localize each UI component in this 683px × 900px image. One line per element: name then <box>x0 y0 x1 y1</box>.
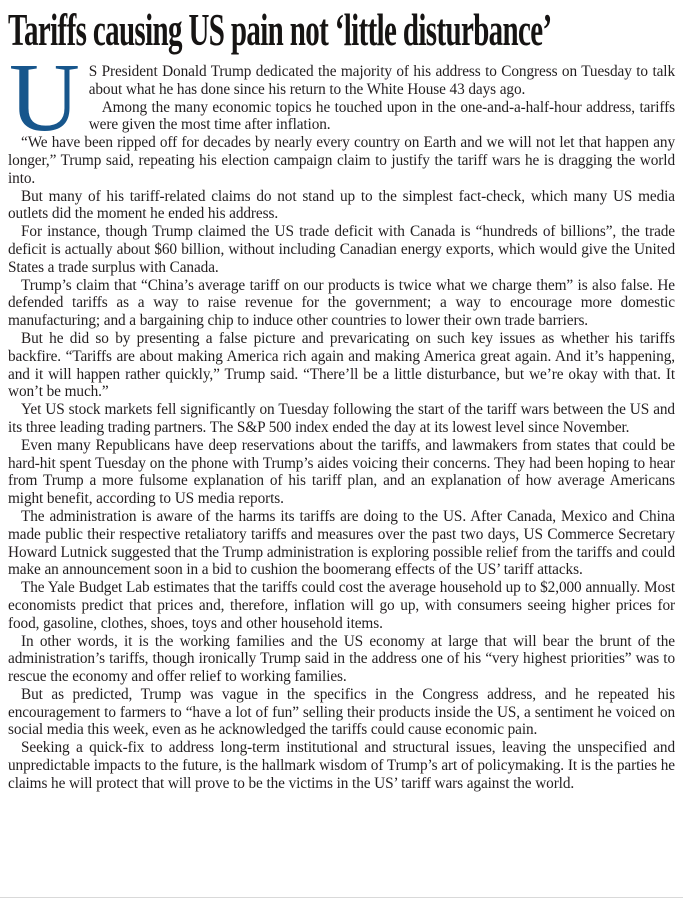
bottom-rule <box>0 897 683 898</box>
article-paragraph: Seeking a quick-fix to address long-term institutional and structural issues, leaving the unspecified and unpredictable impacts to the future, is the hallmark wisdom of Trump’s art of policymaking. It is the parties he claims he will protect that will prove to be the victims in the US’ tariff wars against the world. <box>8 739 675 792</box>
article-paragraph: In other words, it is the working families and the US economy at large that will bear the brunt of the administration’s tariffs, though ironically Trump said in the address one of his “very highest priorities” was to rescue the economy and offer relief to working families. <box>8 632 675 686</box>
article-body <box>8 44 675 793</box>
article-paragraph: Yet US stock markets fell significantly on Tuesday following the start of the tariff wars between the US and its three leading trading partners. The S&P 500 index ended the day at its lowest level since November. <box>8 401 675 436</box>
article-paragraph: Trump’s claim that “China’s average tariff on our products is twice what we charge them” is also false. He defended tariffs as a way to raise revenue for the government; a way to encourage more domestic manufacturing; and a bargaining chip to induce other countries to lower their own trade barriers. <box>8 276 675 330</box>
headline: Tariffs causing US pain not ‘little disturbance’ <box>8 4 552 55</box>
article-paragraph: The administration is aware of the harms its tariffs are doing to the US. After Canada, Mexico and China made public their respective retaliatory tariffs and measures over the past two days, US Commerce Secretary Howard Lutnick suggested that the Trump administration is exploring possible relief from the tariffs and could make an announcement soon in a bid to cushion the boomerang effects of the US’ tariff attacks. <box>8 507 675 579</box>
article-paragraph: The Yale Budget Lab estimates that the tariffs could cost the average household up to $2,000 annually. Most economists predict that prices and, therefore, inflation will go up, with consumers seeing higher prices for food, gasoline, clothes, shoes, toys and other household items. <box>8 579 675 632</box>
article-paragraph: Even many Republicans have deep reservations about the tariffs, and lawmakers from states that could be hard-hit spent Tuesday on the phone with Trump’s aides voicing their concerns. They had been hoping to hear from Trump a more fulsome explanation of his tariff plan, and an explanation of how average Americans might benefit, according to US media reports. <box>8 436 675 508</box>
article-paragraph: “We have been ripped off for decades by nearly every country on Earth and we will not let that happen any longer,” Trump said, repeating his election campaign claim to justify the tariff wars he is dragging the world into. <box>8 134 675 187</box>
article-paragraph: For instance, though Trump claimed the US trade deficit with Canada is “hundreds of billions”, the trade deficit is actually about $60 billion, without including Canadian energy exports, which would give the United States a trade surplus with Canada. <box>8 223 675 276</box>
article-paragraph: S President Donald Trump dedicated the majority of his address to Congress on Tuesday to talk about what he has done since his return to the White House 43 days ago. <box>88 63 675 98</box>
article-paragraph: Among the many economic topics he touched upon in the one-and-a-half-hour address, tariffs were given the most time after inflation. <box>88 98 675 134</box>
dropcap-letter: U <box>9 44 80 152</box>
article-paragraph: But as predicted, Trump was vague in the specifics in the Congress address, and he repeated his encouragement to farmers to “have a lot of fun” selling their products inside the US, a sentiment he voiced on social media this week, even as he acknowledged the tariffs could cause economic pain. <box>8 685 675 739</box>
article-paragraph: But many of his tariff-related claims do not stand up to the simplest fact-check, which many US media outlets did the moment he ended his address. <box>8 187 675 223</box>
article-paragraph: But he did so by presenting a false picture and prevaricating on such key issues as whether his tariffs backfire. “Tariffs are about making America rich again and making America great again. And it’s happening, and it will happen rather quickly,” Trump said. “There’ll be a little disturbance, but we’re okay with that. It won’t be much.” <box>8 329 675 401</box>
